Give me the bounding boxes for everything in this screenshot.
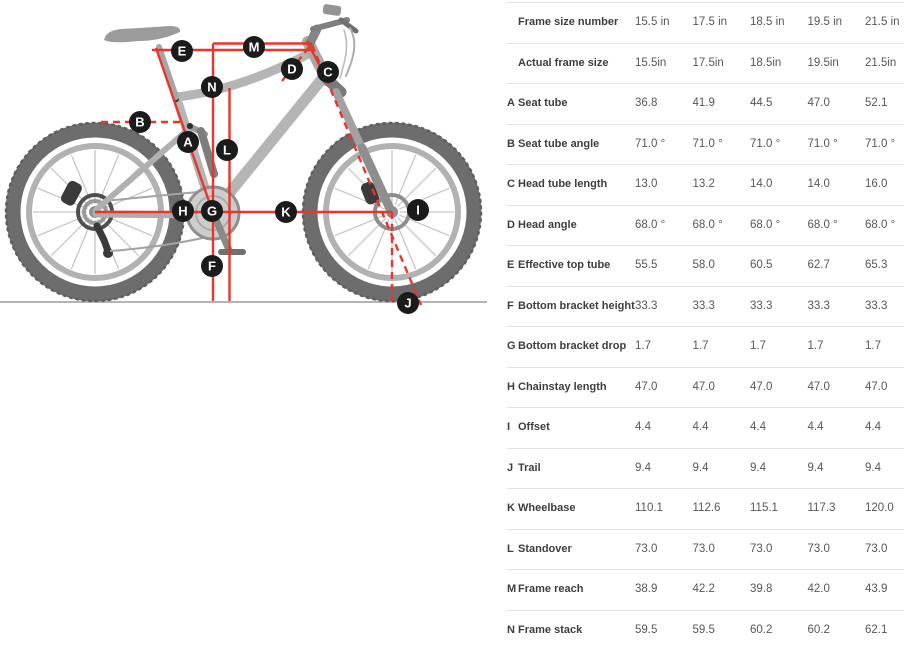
row-label: Trail [518, 461, 541, 474]
row-value: 1.7 [635, 340, 651, 352]
saddle [104, 26, 180, 42]
row-letter: C [507, 178, 515, 191]
svg-text:B: B [135, 114, 145, 130]
row-value: 15.5in [635, 56, 667, 69]
row-letter: A [507, 97, 515, 110]
row-label: Seat tube angle [518, 137, 600, 150]
row-value: 62.7 [807, 259, 830, 271]
row-value: 68.0 ° [692, 218, 723, 231]
row-value: 71.0 ° [750, 137, 781, 150]
row-value: 115.1 [750, 502, 778, 514]
row-value: 71.0 ° [635, 137, 666, 150]
row-letter: H [507, 380, 515, 393]
table-row [507, 43, 904, 84]
row-value: 13.2 [692, 178, 715, 190]
row-value: 68.0 ° [750, 218, 781, 231]
svg-text:I: I [416, 202, 420, 218]
row-value: 71.0 ° [807, 137, 838, 150]
row-value: 60.2 [750, 623, 773, 636]
row-value: 9.4 [635, 461, 651, 474]
row-value: 43.9 [865, 583, 888, 595]
row-value: 117.3 [807, 502, 836, 514]
row-value: 21.5in [865, 56, 897, 69]
row-label: Head tube length [518, 178, 608, 191]
row-value: 42.2 [692, 583, 715, 595]
svg-text:H: H [178, 203, 188, 219]
marker-l [216, 139, 238, 161]
marker-g [201, 200, 223, 222]
row-letter: G [507, 340, 516, 353]
row-label: Frame size number [518, 16, 619, 29]
row-value: 60.5 [750, 259, 773, 271]
row-value: 33.3 [635, 299, 658, 312]
row-label: Bottom bracket height [518, 299, 635, 312]
row-value: 68.0 ° [807, 218, 838, 231]
svg-text:C: C [323, 64, 333, 80]
row-value: 47.0 [635, 380, 658, 393]
table-row [507, 488, 904, 529]
marker-k [275, 201, 297, 223]
row-value: 33.3 [865, 299, 888, 312]
row-value: 47.0 [750, 380, 773, 393]
row-value: 73.0 [807, 542, 830, 555]
row-letter: N [507, 623, 515, 636]
row-value: 44.5 [750, 97, 773, 109]
row-label: Effective top tube [518, 259, 611, 272]
marker-b [129, 111, 151, 133]
row-value: 21.5 in [865, 16, 900, 28]
svg-text:N: N [207, 79, 217, 95]
row-value: 4.4 [807, 421, 824, 433]
row-value: 9.4 [807, 461, 824, 474]
svg-text:M: M [248, 39, 260, 55]
table-row [507, 407, 904, 448]
row-value: 47.0 [807, 97, 830, 109]
row-letter: M [507, 583, 517, 596]
row-value: 4.4 [750, 421, 766, 433]
row-value: 112.6 [692, 502, 721, 514]
row-value: 47.0 [807, 380, 830, 393]
marker-n [201, 76, 223, 98]
svg-text:K: K [281, 204, 291, 220]
row-value: 17.5in [692, 56, 724, 69]
row-value: 68.0 ° [865, 218, 896, 231]
marker-f [201, 255, 223, 277]
row-value: 14.0 [750, 178, 773, 190]
svg-text:J: J [404, 295, 412, 311]
row-value: 65.3 [865, 259, 888, 271]
row-value: 62.1 [865, 623, 888, 636]
row-value: 42.0 [807, 583, 830, 595]
row-value: 33.3 [807, 299, 830, 312]
table-row [507, 245, 904, 286]
row-letter: I [507, 421, 511, 434]
row-value: 73.0 [692, 542, 715, 555]
table-row [507, 448, 904, 489]
bike-frame [96, 4, 391, 215]
rear-derailleur [97, 226, 108, 251]
row-value: 59.5 [692, 623, 715, 636]
row-value: 14.0 [807, 178, 830, 190]
table-row [507, 205, 904, 246]
marker-i [407, 199, 429, 221]
svg-text:A: A [183, 134, 193, 150]
row-value: 55.5 [635, 259, 658, 271]
row-value: 120.0 [865, 502, 894, 514]
row-label: Standover [518, 542, 572, 555]
svg-text:F: F [208, 258, 216, 274]
marker-h [172, 200, 194, 222]
row-value: 33.3 [750, 299, 773, 312]
row-value: 60.2 [807, 623, 830, 636]
marker-d [281, 58, 303, 80]
row-label: Chainstay length [518, 380, 607, 393]
row-value: 1.7 [807, 340, 824, 352]
row-letter: E [507, 259, 515, 272]
row-value: 59.5 [635, 623, 658, 636]
row-value: 73.0 [635, 542, 658, 555]
row-value: 15.5 in [635, 16, 670, 28]
marker-j [397, 292, 419, 314]
row-label: Bottom bracket drop [518, 340, 627, 353]
row-value: 110.1 [635, 502, 663, 514]
row-label: Seat tube [518, 97, 568, 110]
row-value: 16.0 [865, 178, 888, 190]
table-row [507, 610, 904, 651]
row-value: 1.7 [692, 340, 709, 352]
row-value: 4.4 [865, 421, 881, 433]
row-letter: J [507, 461, 514, 474]
svg-text:G: G [206, 203, 218, 219]
row-value: 41.9 [692, 97, 715, 109]
row-value: 52.1 [865, 97, 888, 109]
row-letter: K [507, 502, 515, 515]
row-value: 1.7 [865, 340, 881, 352]
table-row [507, 2, 904, 43]
marker-m [243, 36, 265, 58]
table-row [507, 569, 904, 610]
table-row [507, 164, 904, 205]
row-value: 18.5 in [750, 16, 785, 28]
row-value: 1.7 [750, 340, 766, 352]
row-value: 9.4 [865, 461, 881, 474]
row-value: 73.0 [750, 542, 773, 555]
row-value: 47.0 [692, 380, 715, 393]
row-value: 39.8 [750, 583, 773, 595]
row-label: Actual frame size [518, 56, 609, 69]
row-letter: L [507, 542, 514, 555]
svg-text:E: E [177, 43, 187, 59]
row-value: 68.0 ° [635, 218, 666, 231]
row-value: 38.9 [635, 583, 658, 595]
row-letter: F [507, 299, 514, 312]
table-row [507, 286, 904, 327]
row-value: 71.0 ° [692, 137, 723, 150]
table-row [507, 124, 904, 165]
table-row [507, 367, 904, 408]
row-value: 19.5 in [807, 16, 843, 28]
row-value: 58.0 [692, 259, 715, 271]
svg-text:L: L [223, 142, 231, 158]
brake-cable [346, 28, 354, 76]
row-letter: D [507, 218, 515, 231]
row-value: 47.0 [865, 380, 888, 393]
row-value: 18.5in [750, 56, 782, 69]
row-value: 13.0 [635, 178, 658, 190]
row-label: Offset [518, 421, 550, 434]
marker-a [177, 131, 199, 153]
row-label: Wheelbase [518, 502, 576, 515]
row-label: Head angle [518, 218, 577, 231]
row-value: 4.4 [635, 421, 651, 433]
row-value: 33.3 [692, 299, 715, 312]
svg-text:D: D [287, 61, 297, 77]
table-row [507, 529, 904, 570]
row-label: Frame stack [518, 623, 583, 636]
row-value: 17.5 in [692, 16, 728, 28]
table-row [507, 326, 904, 367]
row-label: Frame reach [518, 583, 584, 596]
row-value: 19.5in [807, 56, 839, 69]
row-value: 4.4 [692, 421, 709, 433]
row-value: 36.8 [635, 97, 658, 109]
row-value: 71.0 ° [865, 137, 896, 150]
row-value: 9.4 [692, 461, 709, 474]
marker-e [171, 40, 193, 62]
row-value: 9.4 [750, 461, 766, 474]
marker-c [317, 61, 339, 83]
geometry-table [490, 0, 919, 650]
row-value: 73.0 [865, 542, 888, 555]
row-letter: B [507, 137, 515, 150]
table-row [507, 83, 904, 124]
